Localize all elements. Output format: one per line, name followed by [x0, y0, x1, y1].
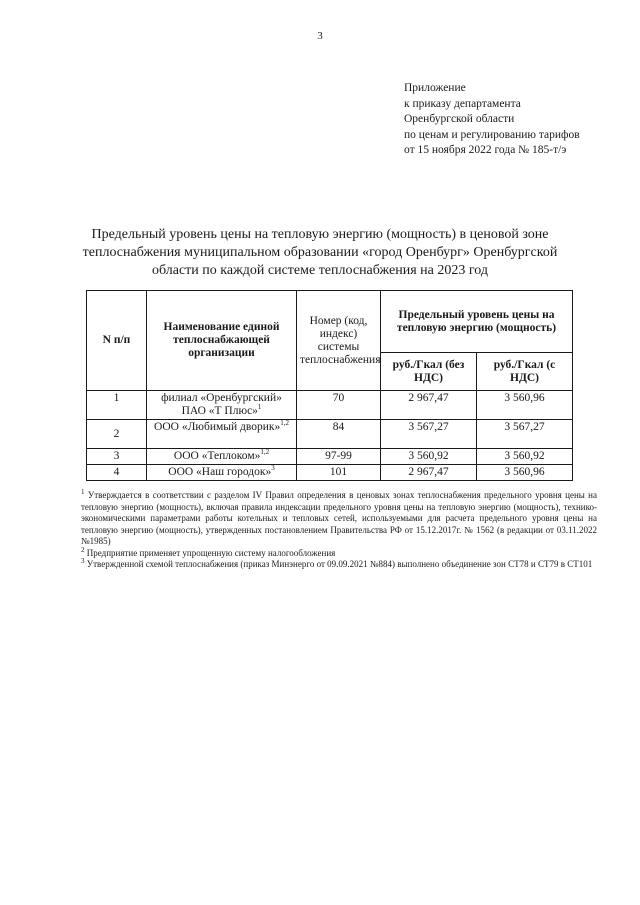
row-price-no-vat: 3 567,27: [381, 420, 477, 449]
appendix-line: Приложение: [404, 82, 466, 94]
row-price-with-vat: 3 560,96: [477, 465, 573, 481]
row-organization: ООО «Наш городок»$^3$: [147, 465, 297, 481]
row-price-with-vat: 3 560,96: [477, 391, 573, 420]
table-row: [87, 391, 573, 420]
header-system-code: Номер (код, индекс) системы теплоснабжения: [297, 291, 381, 391]
row-price-no-vat: 2 967,47: [381, 465, 477, 481]
header-with-vat: руб./Гкал (с НДС): [477, 353, 573, 391]
page-number: 3: [317, 30, 323, 42]
header-no-vat: руб./Гкал (без НДС): [381, 353, 477, 391]
appendix-line: Оренбургской области: [404, 113, 515, 125]
row-num: 4: [87, 465, 147, 481]
row-system-code: 70: [297, 391, 381, 420]
row-price-no-vat: 3 560,92: [381, 449, 477, 465]
table-row: [87, 420, 573, 449]
row-num: 2: [87, 420, 147, 449]
row-system-code: 84: [297, 420, 381, 449]
header-organization: Наименование единой теплоснабжающей организации: [147, 291, 297, 391]
row-price-with-vat: 3 560,92: [477, 449, 573, 465]
row-system-code: 97-99: [297, 449, 381, 465]
row-organization: ООО «Любимый дворик»$^{1,2}$: [147, 420, 297, 449]
row-system-code: 101: [297, 465, 381, 481]
tariff-table: [86, 290, 573, 481]
row-num: 1: [87, 391, 147, 420]
appendix-block: [404, 81, 580, 159]
header-num: N п/п: [87, 291, 147, 391]
table-row: [87, 465, 573, 481]
row-price-no-vat: 2 967,47: [381, 391, 477, 420]
footnote-1: $^1$ Утверждается в соответствии с разделом IV Правил определения в ценовых зонах теплоснабжения предельного уровня цены на тепловую энергию (мощность), включая правила индексации предельного уровня цены на тепловую энергию (мощность), технико-экономическими параметрами работы котельных и тепловых сетей, используемыми для расчета предельного уровня цены на тепловую энергию (мощность), утвержденных постановлением Правительства РФ от 15.12.2017г. № 1562 (в редакции от 03.11.2022 №1985): [81, 488, 597, 546]
row-price-with-vat: 3 567,27: [477, 420, 573, 449]
appendix-line: по ценам и регулированию тарифов: [404, 128, 580, 141]
row-organization: филиал «Оренбургский» ПАО «Т Плюс»$^1$: [147, 391, 297, 420]
footnote-3: $^3$ Утвержденной схемой теплоснабжения (приказ Минэнерго от 09.09.2021 №884) выполнено объединение зон СТ78 и СТ79 в СТ101: [81, 557, 593, 569]
footnotes: [81, 490, 597, 571]
appendix-line: к приказу департамента: [404, 97, 521, 110]
document-title: Предельный уровень цены на тепловую энергию (мощность) в ценовой зоне теплоснабжения муниципальном образовании «город Оренбург» Оренбургской области по каждой системе теплоснабжения на 2023 год: [82, 227, 558, 278]
header-price-level: Предельный уровень цены на тепловую энергию (мощность): [381, 291, 573, 353]
appendix-line: от 15 ноября 2022 года № 185-т/э: [404, 144, 567, 156]
table-row: [87, 449, 573, 465]
footnote-2: $^2$ Предприятие применяет упрощенную систему налогообложения: [81, 545, 336, 558]
row-organization: ООО «Теплоком»$^{1,2}$: [147, 449, 297, 465]
row-num: 3: [87, 449, 147, 465]
